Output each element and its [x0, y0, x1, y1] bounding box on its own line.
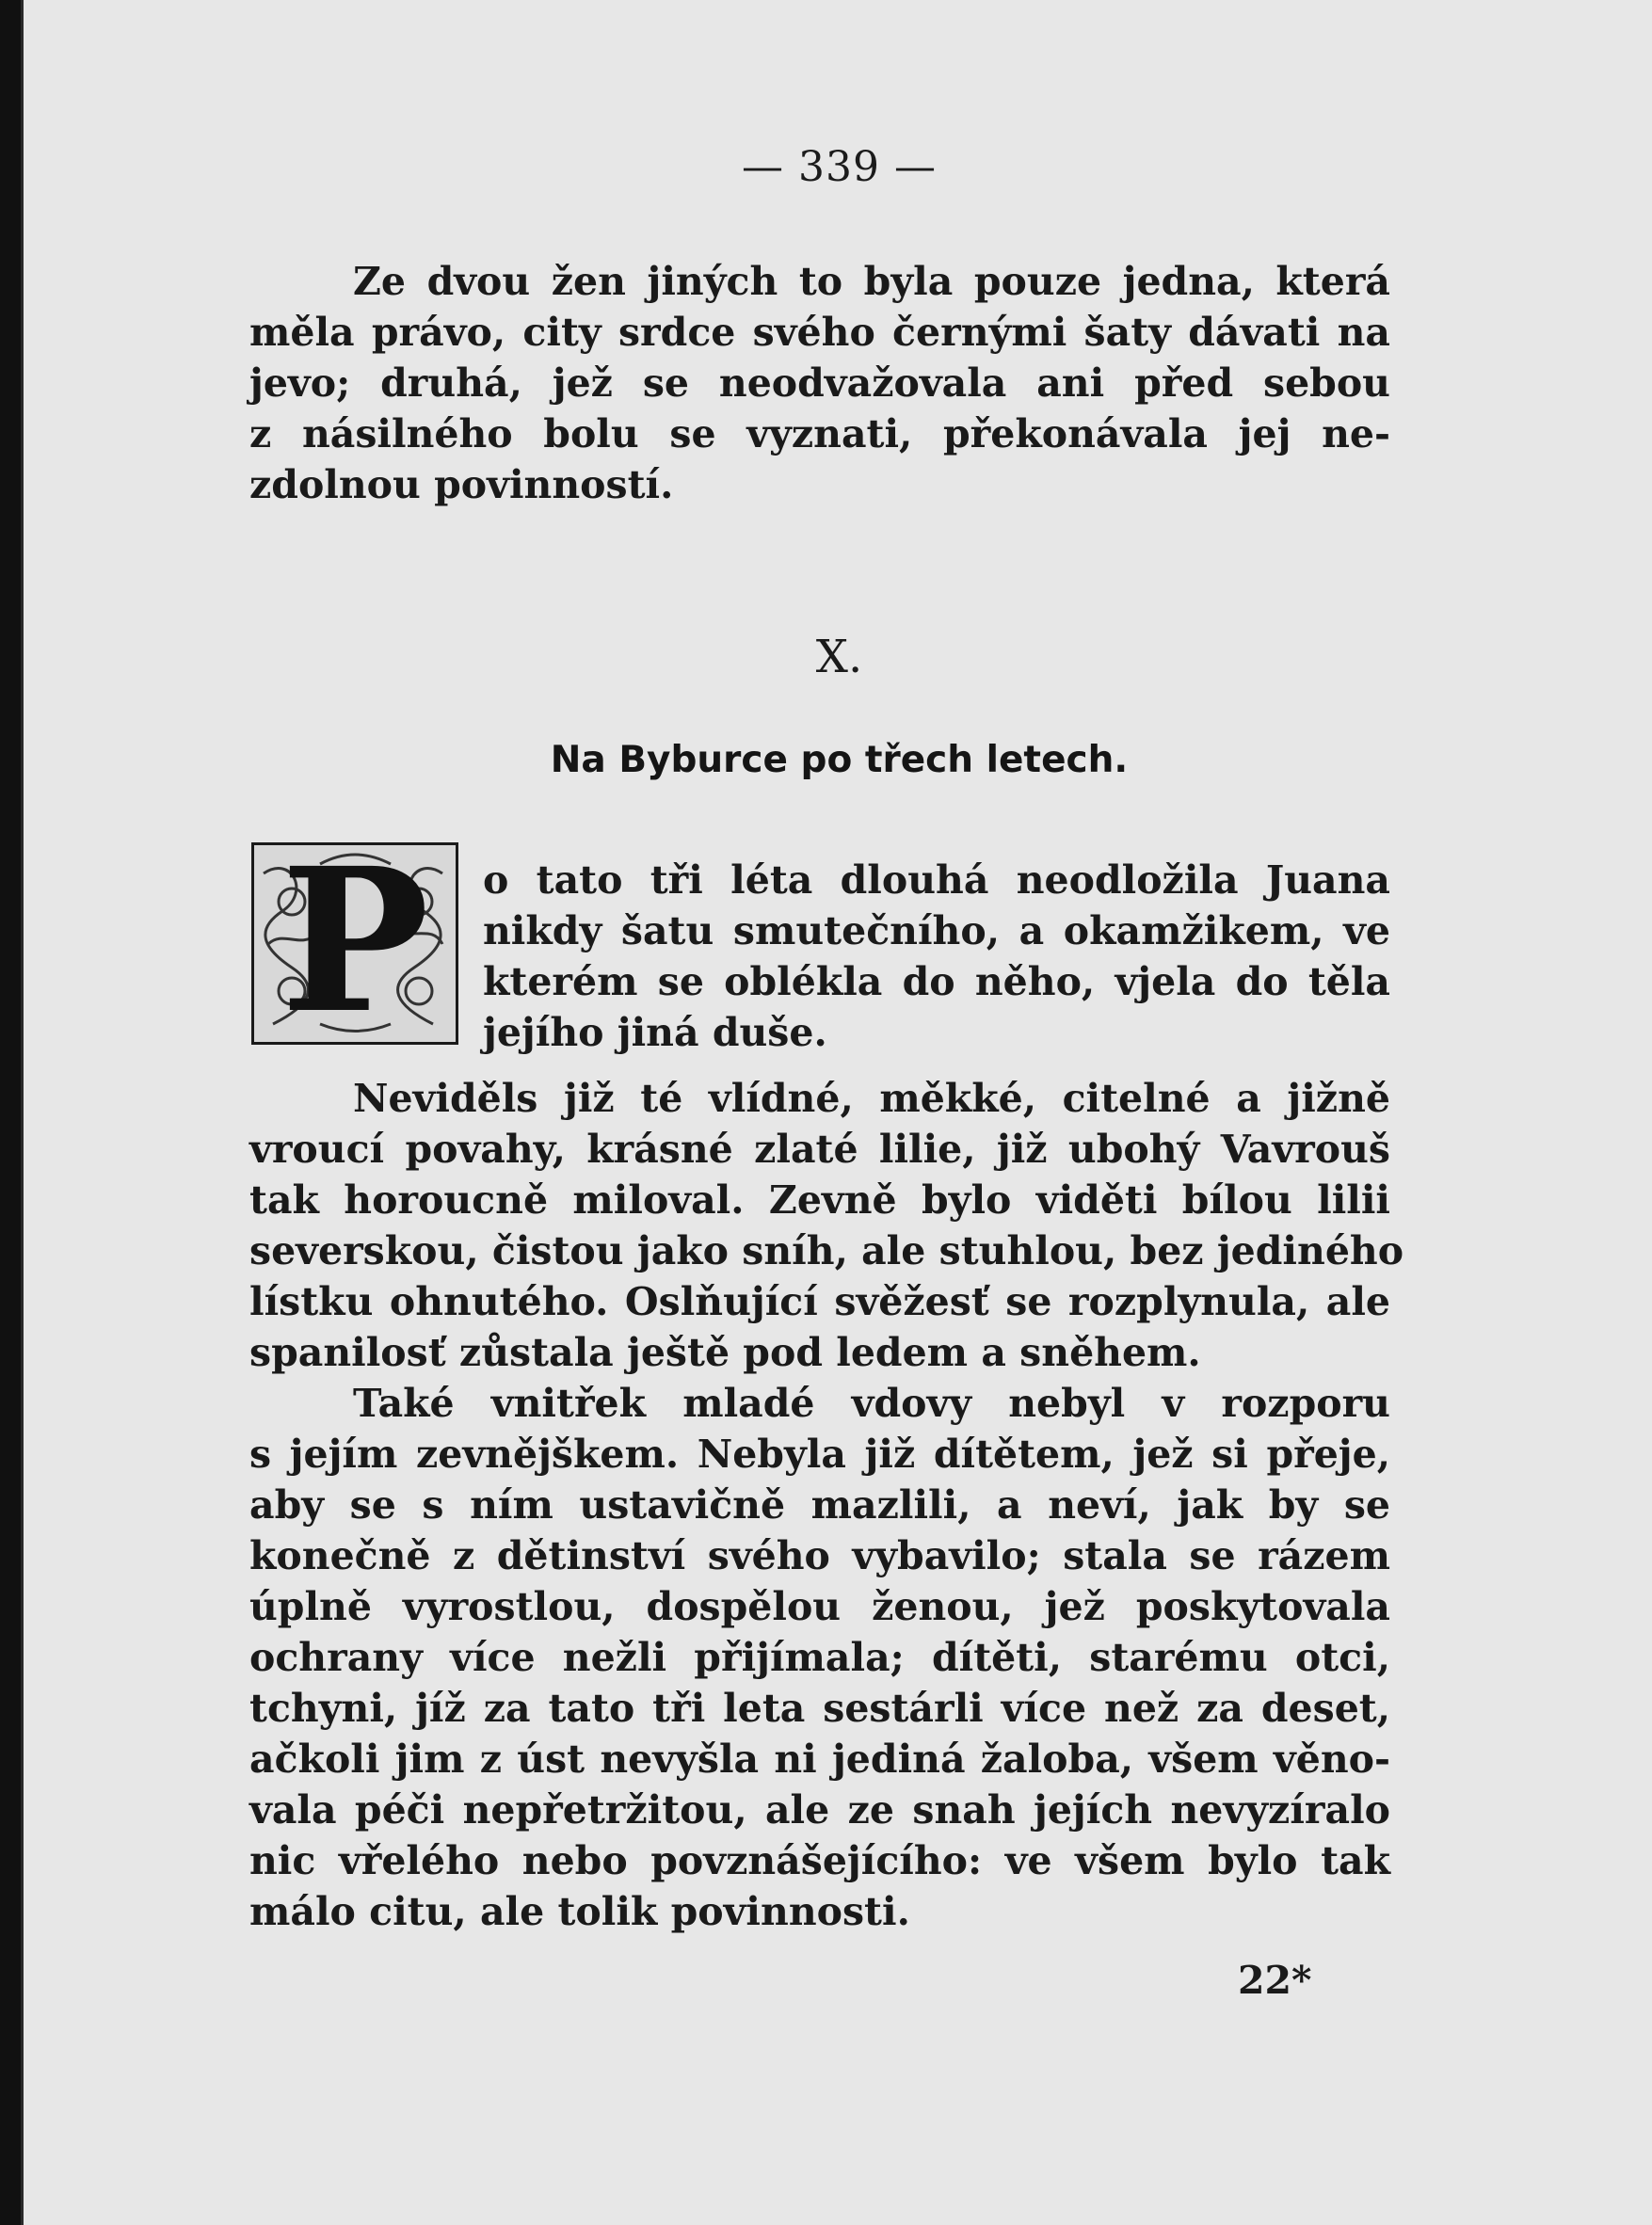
text-line: zdolnou povinností. [249, 462, 674, 507]
text-line: málo citu, ale tolik povinnosti. [249, 1889, 910, 1934]
text-line: vala péči nepřetržitou, ale ze snah jejích nevyzíralo [249, 1787, 1390, 1833]
paragraph-2 [249, 855, 1390, 1058]
text-line: Ze dvou žen jiných to byla pouze jedna, která [353, 259, 1390, 304]
text-line: měla právo, city srdce svého černými šaty dávati na [249, 310, 1390, 355]
sheet-signature: 22* [1238, 1958, 1312, 2003]
text-line: konečně z dětinství svého vybavilo; stala se rázem [249, 1533, 1390, 1578]
text-line: nikdy šatu smutečního, a okamžikem, ve [483, 908, 1390, 953]
text-line: o tato tři léta dlouhá neodložila Juana [483, 857, 1390, 903]
paragraph-4 [249, 1378, 1390, 1937]
chapter-title: Na Byburce po třech letech. [550, 739, 1129, 781]
text-line: z násilného bolu se vyznati, překonávala jej ne- [249, 411, 1390, 456]
text-line: vroucí povahy, krásné zlaté lilie, již ubohý Vavrouš [249, 1127, 1390, 1172]
text-line: Také vnitřek mladé vdovy nebyl v rozporu [353, 1381, 1390, 1426]
paragraph-1 [249, 256, 1390, 510]
text-line: severskou, čistou jako sníh, ale stuhlou, bez jediného [249, 1228, 1404, 1273]
paragraph-3 [249, 1073, 1404, 1378]
text-line: úplně vyrostlou, dospělou ženou, jež poskytovala [249, 1584, 1390, 1629]
text-line: lístku ohnutého. Oslňující svěžesť se rozplynula, ale [249, 1279, 1390, 1324]
text-line: tak horoucně miloval. Zevně bylo viděti bílou lilii [249, 1177, 1390, 1223]
text-line: nic vřelého nebo povznášejícího: ve všem bylo tak [249, 1838, 1390, 1883]
text-line: kterém se oblékla do něho, vjela do těla [483, 959, 1390, 1004]
text-line: jevo; druhá, jež se neodvažovala ani před sebou [249, 360, 1390, 406]
page-number: — 339 — [742, 143, 937, 191]
text-line: ochrany více nežli přijímala; dítěti, starému otci, [249, 1635, 1390, 1680]
text-line: Neviděls již té vlídné, měkké, citelné a jižně [353, 1076, 1390, 1121]
text-line: s jejím zevnějškem. Nebyla již dítětem, jež si přeje, [249, 1432, 1390, 1477]
text-line: tchyni, jíž za tato tři leta sestárli více než za deset, [249, 1686, 1390, 1731]
text-line: aby se s ním ustavičně mazlili, a neví, jak by se [249, 1482, 1390, 1528]
text-line: spanilosť zůstala ještě pod ledem a sněhem. [249, 1330, 1201, 1375]
text-line: ačkoli jim z úst nevyšla ni jediná žaloba, všem věno- [249, 1737, 1390, 1782]
book-page [21, 0, 1652, 2225]
chapter-number: X. [815, 631, 863, 683]
text-line: jejího jiná duše. [483, 1010, 827, 1055]
dropcap-letter: P [281, 824, 429, 1057]
